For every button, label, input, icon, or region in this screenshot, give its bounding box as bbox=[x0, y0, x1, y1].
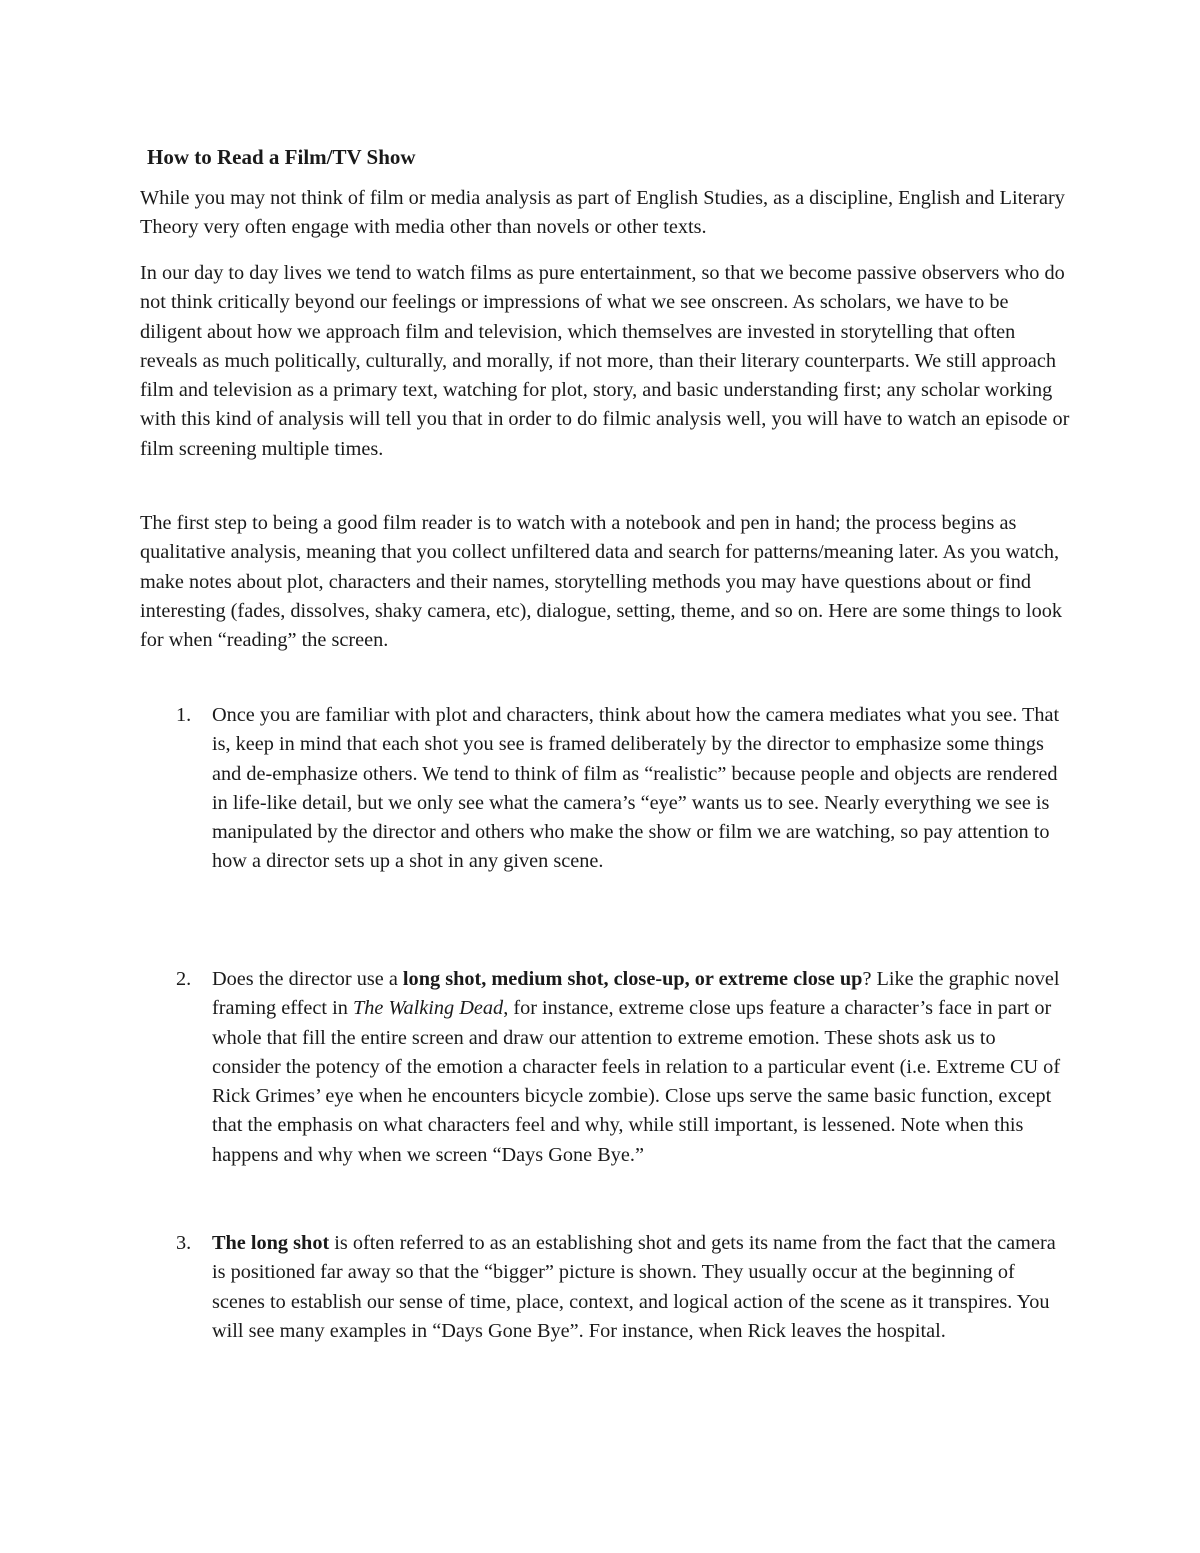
list-item-text: Once you are familiar with plot and characters, think about how the camera mediates what you see. That is, keep in mind that each shot you see is framed deliberately by the director to emphasize some things and de-emphasize others. We tend to think of film as “realistic” because people and objects are rendered in life-like detail, but we only see what the camera’s “eye” wants us to see. Nearly everything we see is manipulated by the director and others who make the show or film we are watching, so pay attention to how a director sets up a shot in any given scene. bbox=[212, 704, 1060, 873]
list-item-mid: ? Like the graphic novel framing effect in bbox=[212, 968, 1060, 1020]
list-number: 2. bbox=[176, 968, 192, 990]
list-item-lead: Does the director use a bbox=[212, 968, 403, 990]
paragraph-passive-observers: In our day to day lives we tend to watch films as pure entertainment, so that we become passive observers who do not think critically beyond our feelings or impressions of what we see onscreen. As scholars, we have to be diligent about how we approach film and television, which themselves are invested in storytelling that often reveals as much politically, culturally, and morally, if not more, than their literary counterparts. We still approach film and television as a primary text, watching for plot, story, and basic understanding first; any scholar working with this kind of analysis will tell you that in order to do filmic analysis well, you will have to watch an episode or film screening multiple times. bbox=[140, 262, 1070, 460]
list-item-text bbox=[212, 1229, 1067, 1346]
paragraph-intro: While you may not think of film or media analysis as part of English Studies, as a discipline, English and Literary Theory very often engage with media other than novels or other texts. bbox=[140, 187, 1065, 239]
show-title-italic: The Walking Dead bbox=[352, 997, 504, 1020]
document-title: How to Read a Film/TV Show bbox=[147, 145, 416, 169]
list-number: 3. bbox=[176, 1232, 192, 1254]
paragraph-first-step: The first step to being a good film reader is to watch with a notebook and pen in hand; the process begins as qualitative analysis, meaning that you collect unfiltered data and search for patterns/meaning later. As you watch, make notes about plot, characters and their names, storytelling methods you may have questions about or find interesting (fades, dissolves, shaky camera, etc), dialogue, setting, theme, and so on. Here are some things to look for when “reading” the screen. bbox=[140, 512, 1062, 652]
list-number: 1. bbox=[176, 704, 192, 726]
list-item-rest: , for instance, extreme close ups feature a character’s face in part or whole that fill the entire screen and draw our attention to extreme emotion. These shots ask us to consider the potency of the emotion a character feels in relation to a particular event (i.e. Extreme CU of Rick Grimes’ eye when he encounters bicycle zombie). Close ups serve the same basic function, except that the emphasis on what characters feel and why, while still important, is lessened. Note when this happens and why when we screen “Days Gone Bye.” bbox=[212, 997, 1061, 1166]
list-item-rest: is often referred to as an establishing shot and gets its name from the fact that the camera is positioned far away so that the “bigger” picture is shown. They usually occur at the beginning of scenes to establish our sense of time, place, context, and logical action of the scene as it transpires. You will see many examples in “Days Gone Bye”. For instance, when Rick leaves the hospital. bbox=[212, 1232, 1056, 1342]
shot-types-bold: long shot, medium shot, close-up, or extreme close up bbox=[402, 968, 863, 990]
long-shot-bold: The long shot bbox=[212, 1232, 330, 1254]
list-item-text bbox=[212, 965, 1067, 1170]
